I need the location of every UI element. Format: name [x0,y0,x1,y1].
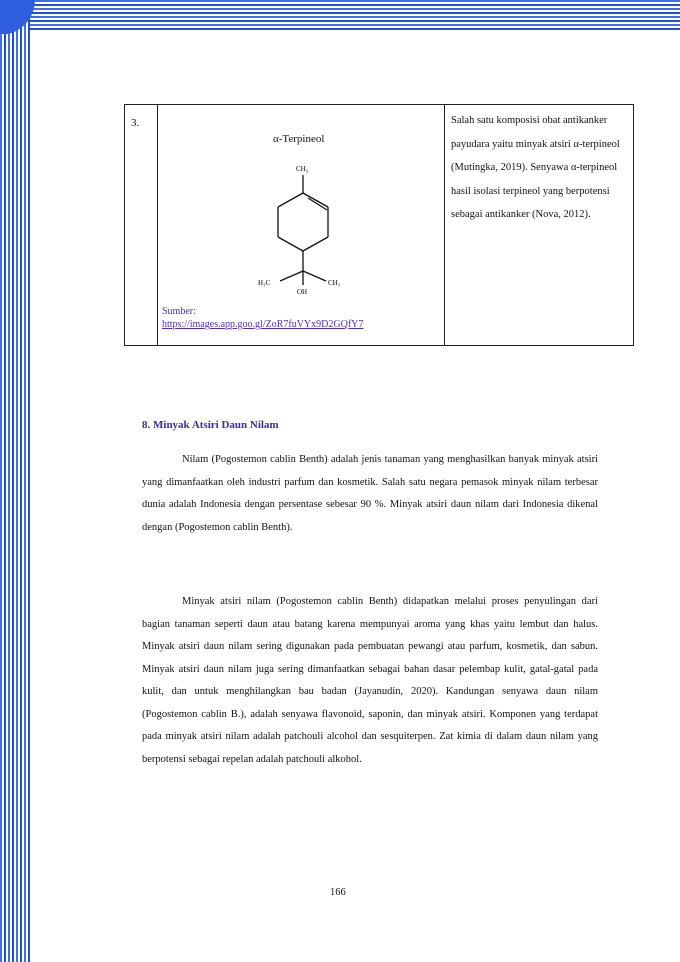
atom-label-ch3-right: CH₃ [328,279,341,287]
compound-description: Salah satu komposisi obat antikanker payudara yaitu minyak atsiri α-terpineol (Mutingka, 2019). Senyawa α-terpineol hasil isolasi terpineol yang berpotensi sebagai antikanker (Nova, 2012). [451,115,620,220]
compound-name: α-Terpineol [273,133,325,145]
atom-label-h3c: H₃C [258,279,271,287]
table-cell-number [125,105,158,345]
table-cell-structure [158,105,445,345]
table-cell-description [445,105,633,345]
source-link[interactable]: https://images.app.goo.gl/ZoR7fuVYx9D2GQfY7 [162,319,364,330]
paragraph-1: Nilam (Pogostemon cablin Benth) adalah jenis tanaman yang menghasilkan banyak minyak atsiri yang dimanfaatkan oleh industri parfum dan kosmetik. Salah satu negara pemasok minyak nilam terbesar dunia adalah Indonesia dengan persentase sebesar 90 %. Minyak atsiri daun nilam dari Indonesia dikenal dengan (Pogostemon cablin Benth). [142,454,598,533]
atom-label-ch3-top: CH₃ [296,165,309,173]
paragraph-2: Minyak atsiri nilam (Pogostemon cablin Benth) didapatkan melalui proses penyulingan dari bagian tanaman seperti daun atau batang karena mempunyai aroma yang khas yaitu lembut dan halus. Minyak atsiri daun nilam sering digunakan pada pembuatan pewangi atau parfum, kosmetik, dan sabun. Minyak atsiri daun nilam juga sering dimanfaatkan sebagai bahan dasar pelembap kulit, gatal-gatal pada kulit, dan untuk menghilangkan bau badan (Jayanudin, 2020). Kandungan senyawa daun nilam (Pogostemon cablin B.), adalah senyawa flavonoid, saponin, dan minyak atsiri. Komponen yang terdapat pada minyak atsiri nilam adalah patchouli alcohol dan sesquiterpen. Zat kimia di dalam daun nilam yang berpotensi sebagai repelan adalah patchouli alkohol. [142,596,598,765]
image-source [162,305,363,331]
section-heading: 8. Minyak Atsiri Daun Nilam [142,419,279,431]
atom-label-oh: OH [297,288,308,296]
source-label: Sumber: [162,306,196,317]
top-border-stripes [0,0,680,30]
page-number: 166 [330,887,346,898]
row-number: 3. [131,117,140,129]
compound-table [124,104,634,346]
alpha-terpineol-structure [228,155,378,305]
left-border-stripes [0,0,30,962]
corner-ornament [0,0,36,34]
